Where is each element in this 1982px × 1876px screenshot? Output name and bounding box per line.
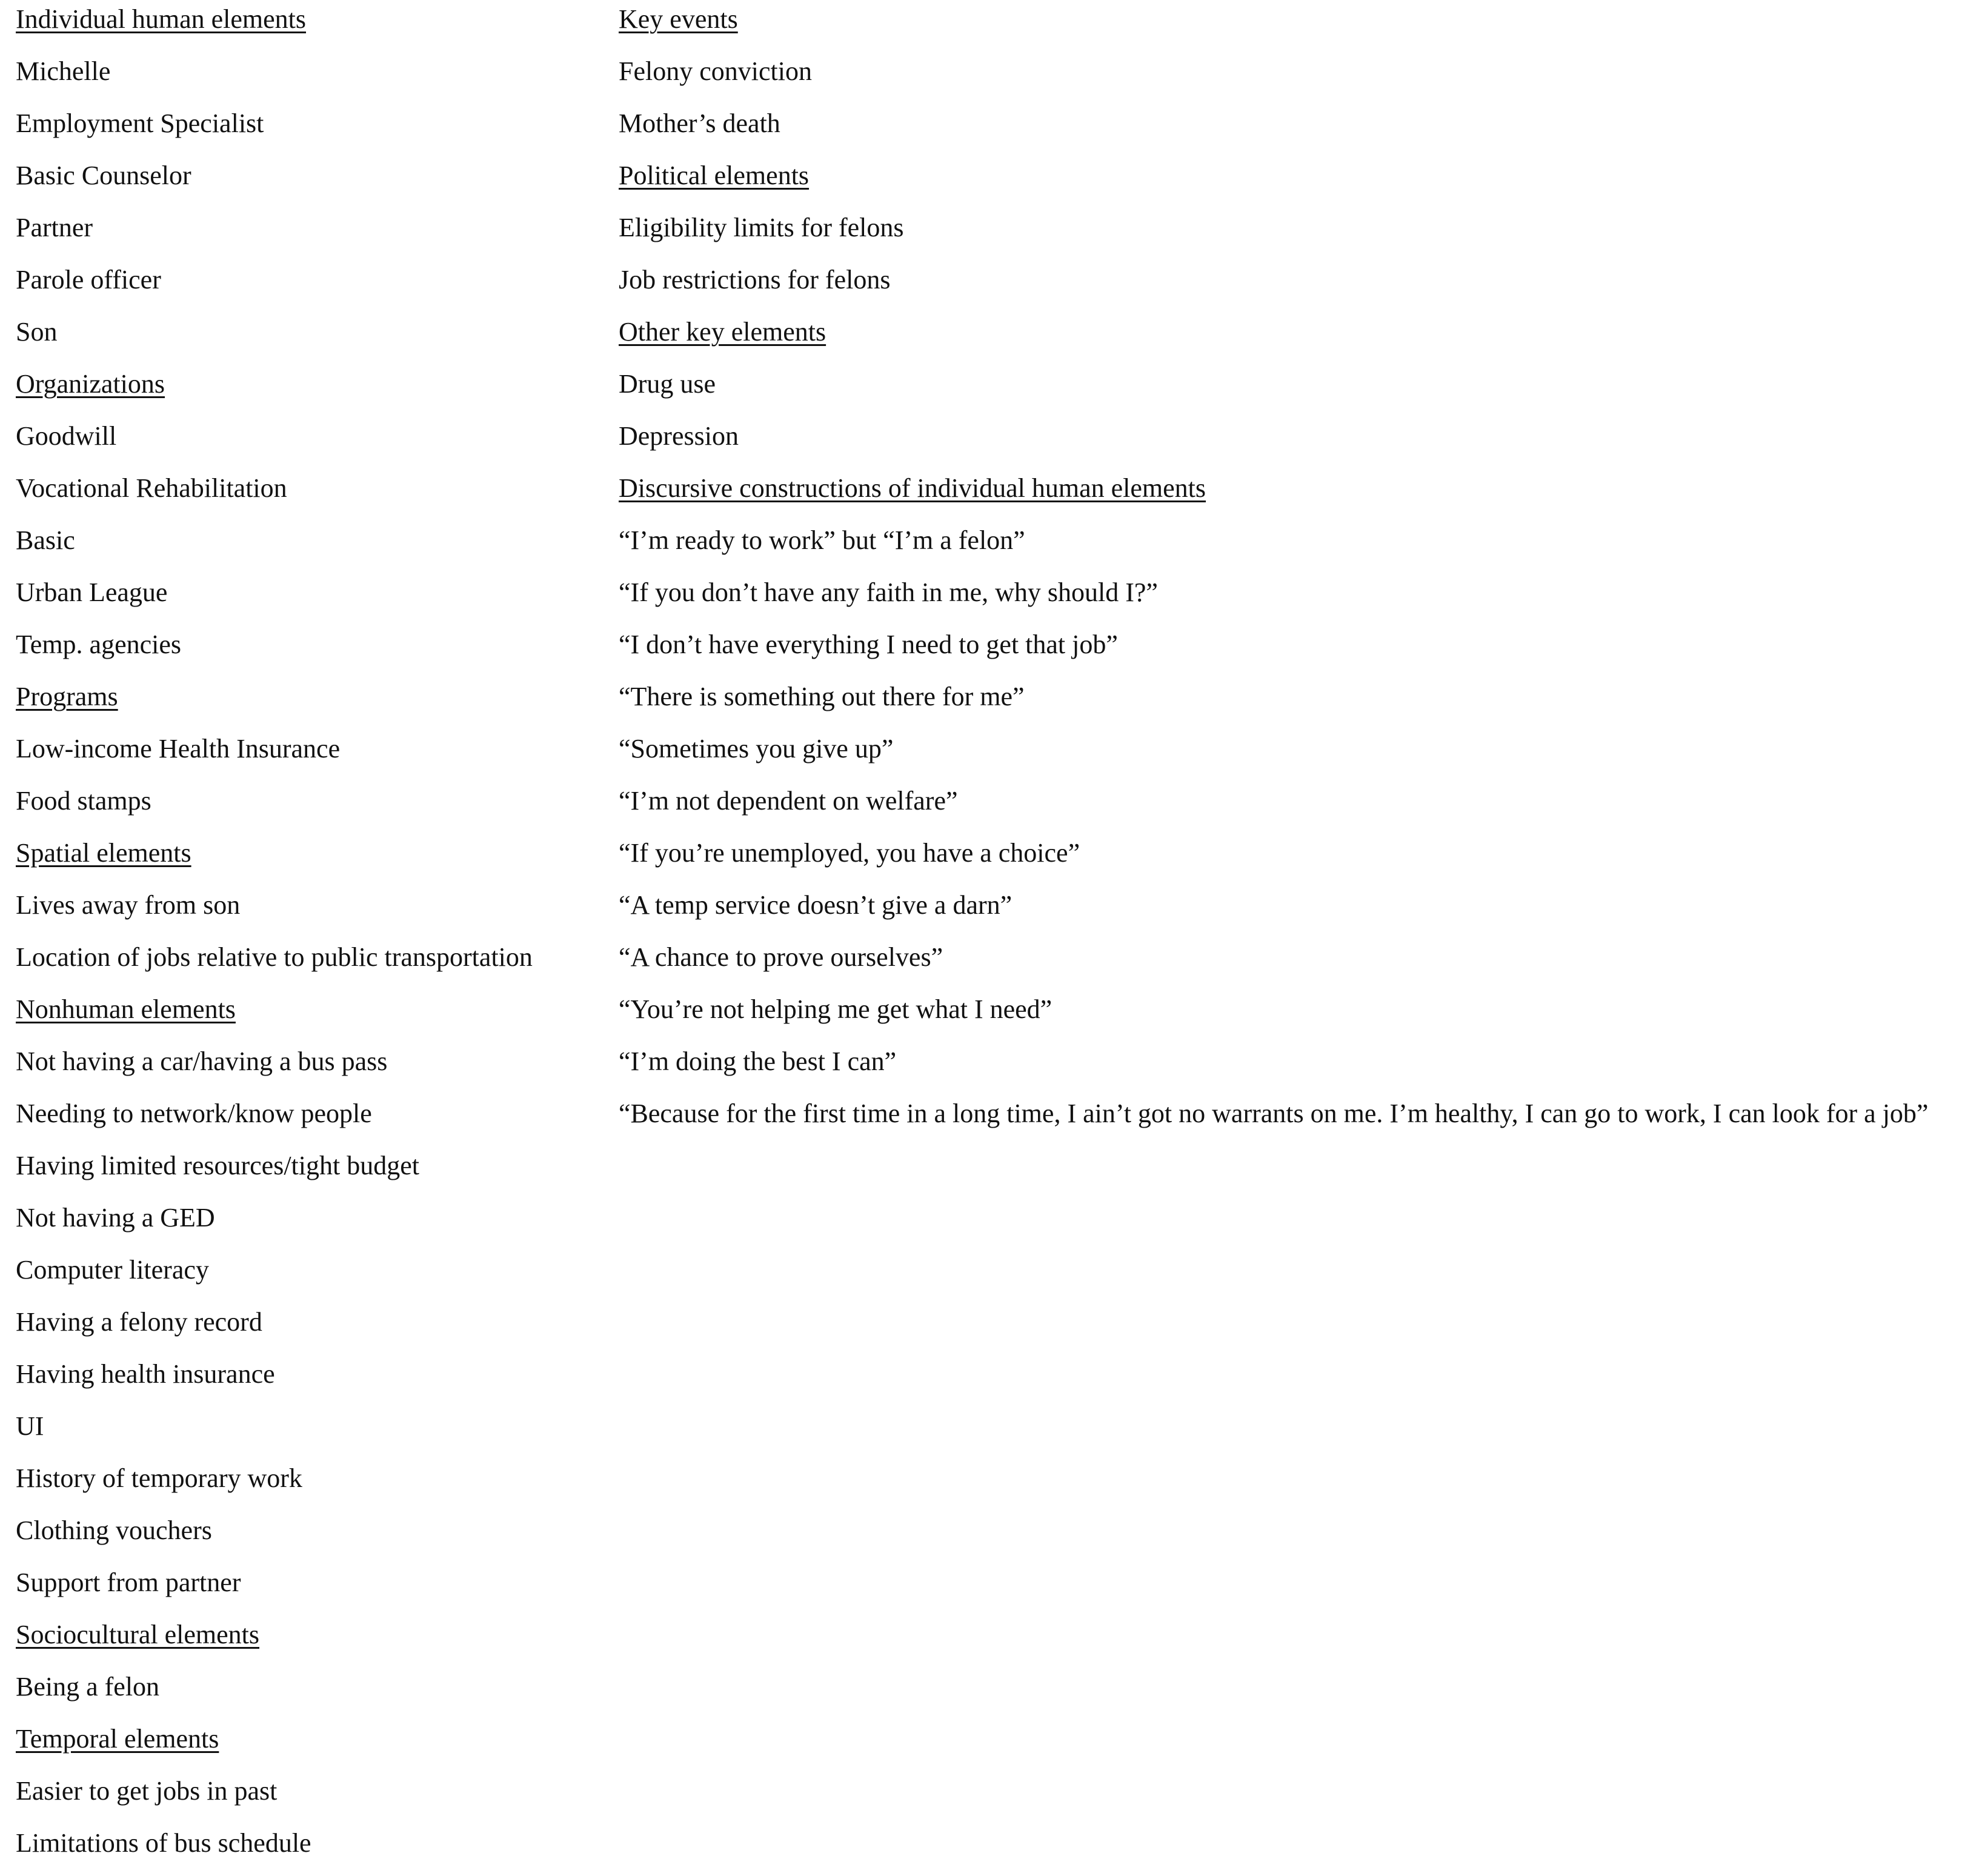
list-item: Limitations of bus schedule	[16, 1828, 311, 1858]
list-item: Basic	[16, 525, 75, 555]
list-item: Not having a GED	[16, 1203, 215, 1232]
list-item: Having health insurance	[16, 1359, 275, 1389]
list-item: Needing to network/know people	[16, 1099, 372, 1128]
list-item: Easier to get jobs in past	[16, 1776, 278, 1806]
list-item: Location of jobs relative to public transportation	[16, 942, 533, 972]
list-item: History of temporary work	[16, 1463, 302, 1493]
list-item: UI	[16, 1411, 44, 1441]
list-item: Employment Specialist	[16, 108, 264, 138]
list-item: Temp. agencies	[16, 630, 182, 659]
list-item: “I don’t have everything I need to get that job”	[619, 630, 1118, 659]
section-heading-spatial-elements: Spatial elements	[16, 838, 191, 868]
list-item: Parole officer	[16, 265, 161, 294]
list-item: “If you don’t have any faith in me, why should I?”	[619, 577, 1158, 607]
section-heading-organizations: Organizations	[16, 369, 165, 399]
list-item: “There is something out there for me”	[619, 682, 1025, 711]
list-item: Son	[16, 317, 58, 347]
list-item: Being a felon	[16, 1672, 160, 1701]
list-item: Goodwill	[16, 421, 117, 451]
list-item: Low-income Health Insurance	[16, 734, 341, 763]
list-item: “I’m not dependent on welfare”	[619, 786, 958, 816]
list-item: “I’m ready to work” but “I’m a felon”	[619, 525, 1025, 555]
list-item: Partner	[16, 213, 93, 242]
list-item: Urban League	[16, 577, 168, 607]
section-heading-individual-human-elements: Individual human elements	[16, 4, 306, 34]
list-item: Clothing vouchers	[16, 1515, 212, 1545]
section-heading-discursive-constructions-of-individual-human-elements: Discursive constructions of individual human elements	[619, 473, 1206, 503]
list-item: Food stamps	[16, 786, 151, 816]
section-heading-nonhuman-elements: Nonhuman elements	[16, 994, 236, 1024]
section-heading-other-key-elements: Other key elements	[619, 317, 826, 347]
list-item: Job restrictions for felons	[619, 265, 891, 294]
section-heading-sociocultural-elements: Sociocultural elements	[16, 1620, 259, 1649]
left-column-list	[16, 0, 597, 1876]
right-column-list	[619, 0, 1979, 1146]
list-item: Vocational Rehabilitation	[16, 473, 287, 503]
list-item: Having a felony record	[16, 1307, 262, 1337]
list-item: Drug use	[619, 369, 716, 399]
list-item: Lives away from son	[16, 890, 241, 920]
list-item: “If you’re unemployed, you have a choice”	[619, 838, 1080, 868]
list-item: Support from partner	[16, 1568, 241, 1597]
section-heading-key-events: Key events	[619, 4, 738, 34]
section-heading-temporal-elements: Temporal elements	[16, 1724, 219, 1754]
list-item: Depression	[619, 421, 739, 451]
list-item: Michelle	[16, 56, 111, 86]
list-item: Basic Counselor	[16, 161, 191, 190]
list-item: “A temp service doesn’t give a darn”	[619, 890, 1013, 920]
list-item: “Because for the first time in a long time, I ain’t got no warrants on me. I’m healthy, I can go to work, I can look for a job”	[619, 1099, 1929, 1128]
list-item: “Sometimes you give up”	[619, 734, 894, 763]
list-item: “I’m doing the best I can”	[619, 1046, 897, 1076]
list-item: Eligibility limits for felons	[619, 213, 904, 242]
list-item: Computer literacy	[16, 1255, 209, 1285]
list-item: “A chance to prove ourselves”	[619, 942, 943, 972]
section-heading-programs: Programs	[16, 682, 118, 711]
section-heading-political-elements: Political elements	[619, 161, 810, 190]
list-item: Having limited resources/tight budget	[16, 1151, 419, 1180]
list-item: Mother’s death	[619, 108, 780, 138]
list-item: Felony conviction	[619, 56, 812, 86]
list-item: Not having a car/having a bus pass	[16, 1046, 388, 1076]
list-item: “You’re not helping me get what I need”	[619, 994, 1053, 1024]
